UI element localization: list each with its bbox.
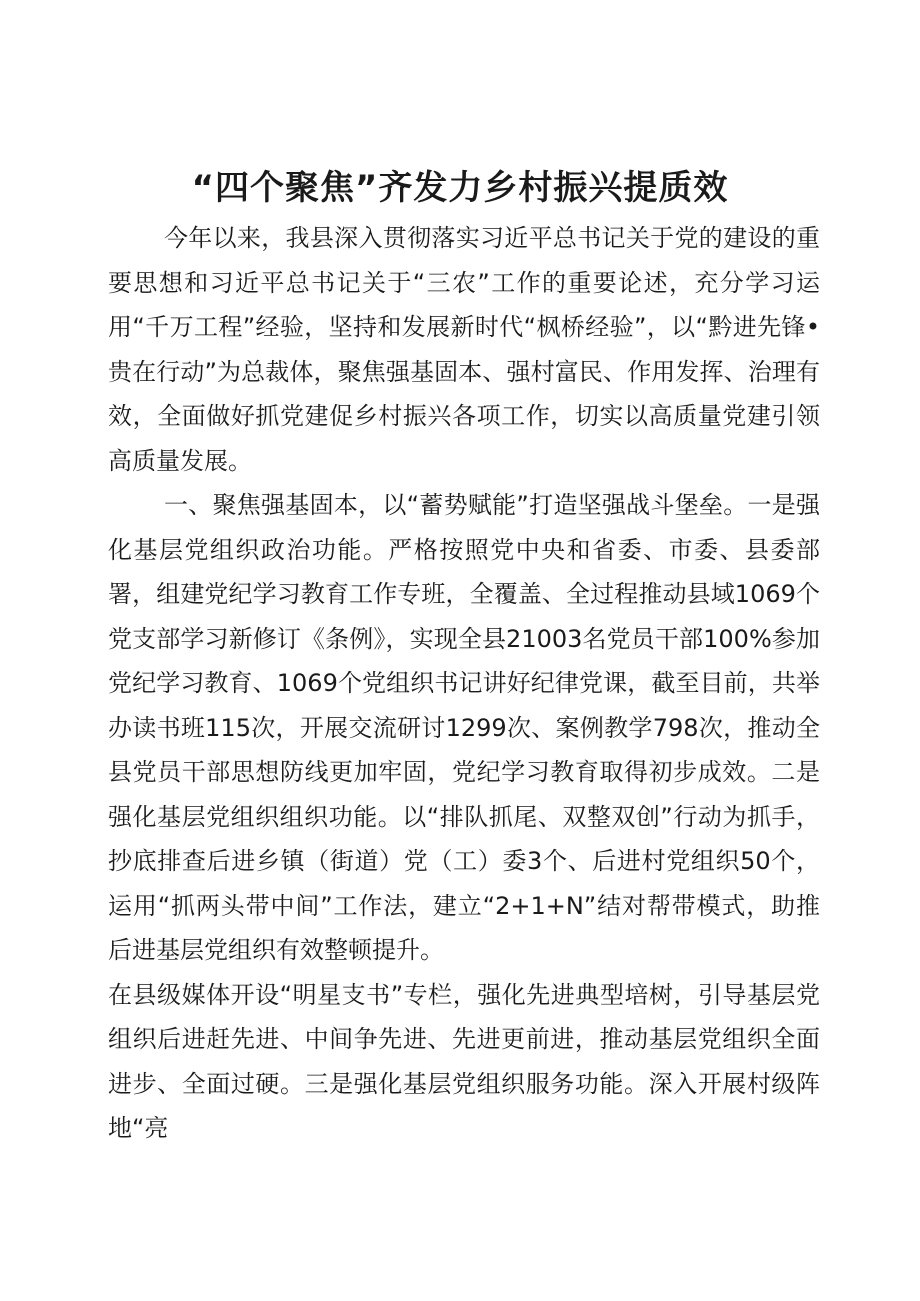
document-title: “四个聚焦”齐发力乡村振兴提质效 [191, 168, 729, 208]
document-body [108, 216, 820, 1151]
paragraph-intro: 今年以来，我县深入贯彻落实习近平总书记关于党的建设的重要思想和习近平总书记关于“三农”工作的重要论述，充分学习运用“千万工程”经验，坚持和发展新时代“枫桥经验”，以“黔进先锋•贵在行动”为总裁体，聚焦强基固本、强村富民、作用发挥、治理有效，全面做好抓党建促乡村振兴各项工作，切实以高质量党建引领高质量发展。 [108, 224, 820, 475]
paragraph-continuation: 在县级媒体开设“明星支书”专栏，强化先进典型培树，引导基层党组织后进赶先进、中间争先进、先进更前进，推动基层党组织全面进步、全面过硬。三是强化基层党组织服务功能。深入开展村级阵地“亮 [108, 980, 820, 1142]
paragraph-section-one: 一、聚焦强基固本，以“蓄势赋能”打造坚强战斗堡垒。一是强化基层党组织政治功能。严格按照党中央和省委、市委、县委部署，组建党纪学习教育工作专班，全覆盖、全过程推动县域1069个党支部学习新修订《条例》，实现全县21003名党员干部100%参加党纪学习教育、1069个党组织书记讲好纪律党课，截至目前，共举办读书班115次，开展交流研讨1299次、案例教学798次，推动全县党员干部思想防线更加牢固，党纪学习教育取得初步成效。二是强化基层党组织组织功能。以“排队抓尾、双整双创”行动为抓手，抄底排查后进乡镇（街道）党（工）委3个、后进村党组织50个，运用“抓两头带中间”工作法，建立“2+1+N”结对帮带模式，助推后进基层党组织有效整顿提升。 [108, 491, 820, 964]
